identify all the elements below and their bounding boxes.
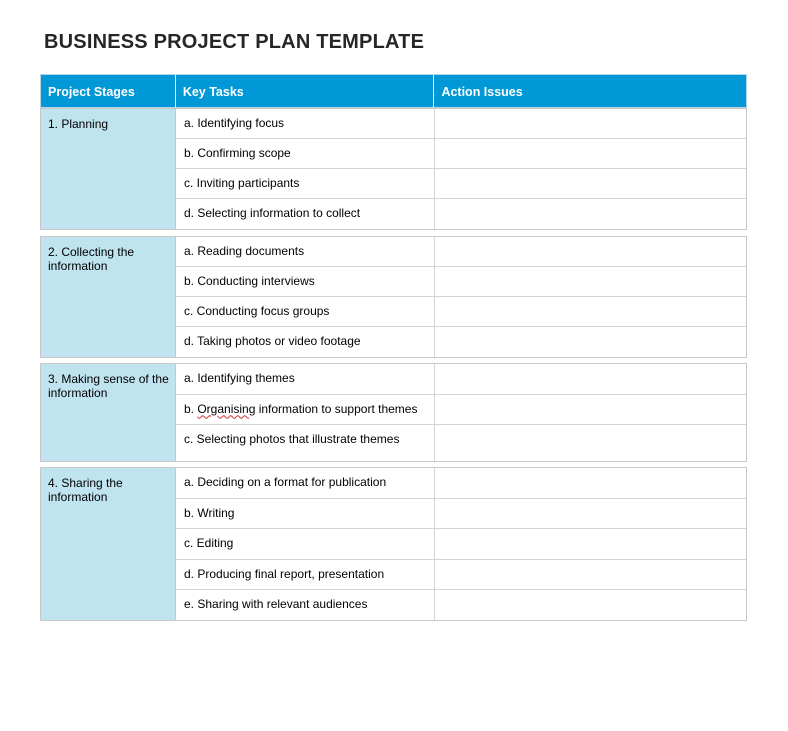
task-cell: c. Conducting focus groups — [176, 297, 435, 326]
table-row — [176, 529, 746, 560]
table-row — [176, 395, 746, 426]
table-row — [176, 499, 746, 530]
table-row — [176, 267, 746, 297]
issue-cell[interactable] — [435, 425, 746, 461]
issue-cell[interactable] — [435, 560, 746, 590]
task-cell: a. Deciding on a format for publication — [176, 468, 435, 498]
task-rest: information to support themes — [255, 401, 418, 416]
stage-section-planning — [40, 108, 747, 230]
issue-cell[interactable] — [435, 529, 746, 559]
issue-cell[interactable] — [435, 395, 746, 425]
table-row — [176, 199, 746, 229]
header-action-issues: Action Issues — [441, 85, 523, 99]
stage-section-making-sense — [40, 363, 747, 462]
issue-cell[interactable] — [435, 199, 746, 229]
table-row — [176, 468, 746, 499]
table-row — [176, 327, 746, 357]
task-cell: a. Identifying focus — [176, 109, 435, 138]
task-cell: c. Selecting photos that illustrate themes — [176, 425, 435, 461]
task-cell: b. Confirming scope — [176, 139, 435, 168]
stage-label: 1. Planning — [41, 109, 176, 229]
table-row — [176, 297, 746, 327]
stage-section-sharing — [40, 467, 747, 621]
task-cell: b. Conducting interviews — [176, 267, 435, 296]
task-cell: c. Inviting participants — [176, 169, 435, 198]
issue-cell[interactable] — [435, 327, 746, 357]
task-cell: c. Editing — [176, 529, 435, 559]
issue-cell[interactable] — [435, 139, 746, 168]
table-row — [176, 237, 746, 267]
task-cell: e. Sharing with relevant audiences — [176, 590, 435, 620]
task-cell: d. Producing final report, presentation — [176, 560, 435, 590]
page-title: BUSINESS PROJECT PLAN TEMPLATE — [44, 31, 425, 53]
table-header — [40, 74, 747, 108]
task-cell: b. Organising information to support themes — [176, 395, 435, 425]
table-row — [176, 590, 746, 620]
task-cell: a. Identifying themes — [176, 364, 435, 394]
stage-section-collecting — [40, 236, 747, 358]
issue-cell[interactable] — [435, 364, 746, 394]
task-cell: a. Reading documents — [176, 237, 435, 266]
issue-cell[interactable] — [435, 468, 746, 498]
table-row — [176, 139, 746, 169]
issue-cell[interactable] — [435, 297, 746, 326]
task-cell: d. Selecting information to collect — [176, 199, 435, 229]
table-row — [176, 169, 746, 199]
issue-cell[interactable] — [435, 109, 746, 138]
issue-cell[interactable] — [435, 237, 746, 266]
task-cell: d. Taking photos or video footage — [176, 327, 435, 357]
header-project-stages: Project Stages — [41, 75, 176, 107]
table-row — [176, 425, 746, 461]
table-row — [176, 364, 746, 395]
table-row — [176, 109, 746, 139]
header-key-tasks: Key Tasks — [176, 75, 435, 107]
issue-cell[interactable] — [435, 169, 746, 198]
stage-label: 2. Collecting the information — [41, 237, 176, 357]
stage-label: 3. Making sense of the information — [41, 364, 176, 461]
issue-cell[interactable] — [435, 590, 746, 620]
issue-cell[interactable] — [435, 499, 746, 529]
issue-cell[interactable] — [435, 267, 746, 296]
organising-word: Organising — [197, 401, 256, 416]
table-row — [176, 560, 746, 591]
stage-label: 4. Sharing the information — [41, 468, 176, 620]
task-cell: b. Writing — [176, 499, 435, 529]
